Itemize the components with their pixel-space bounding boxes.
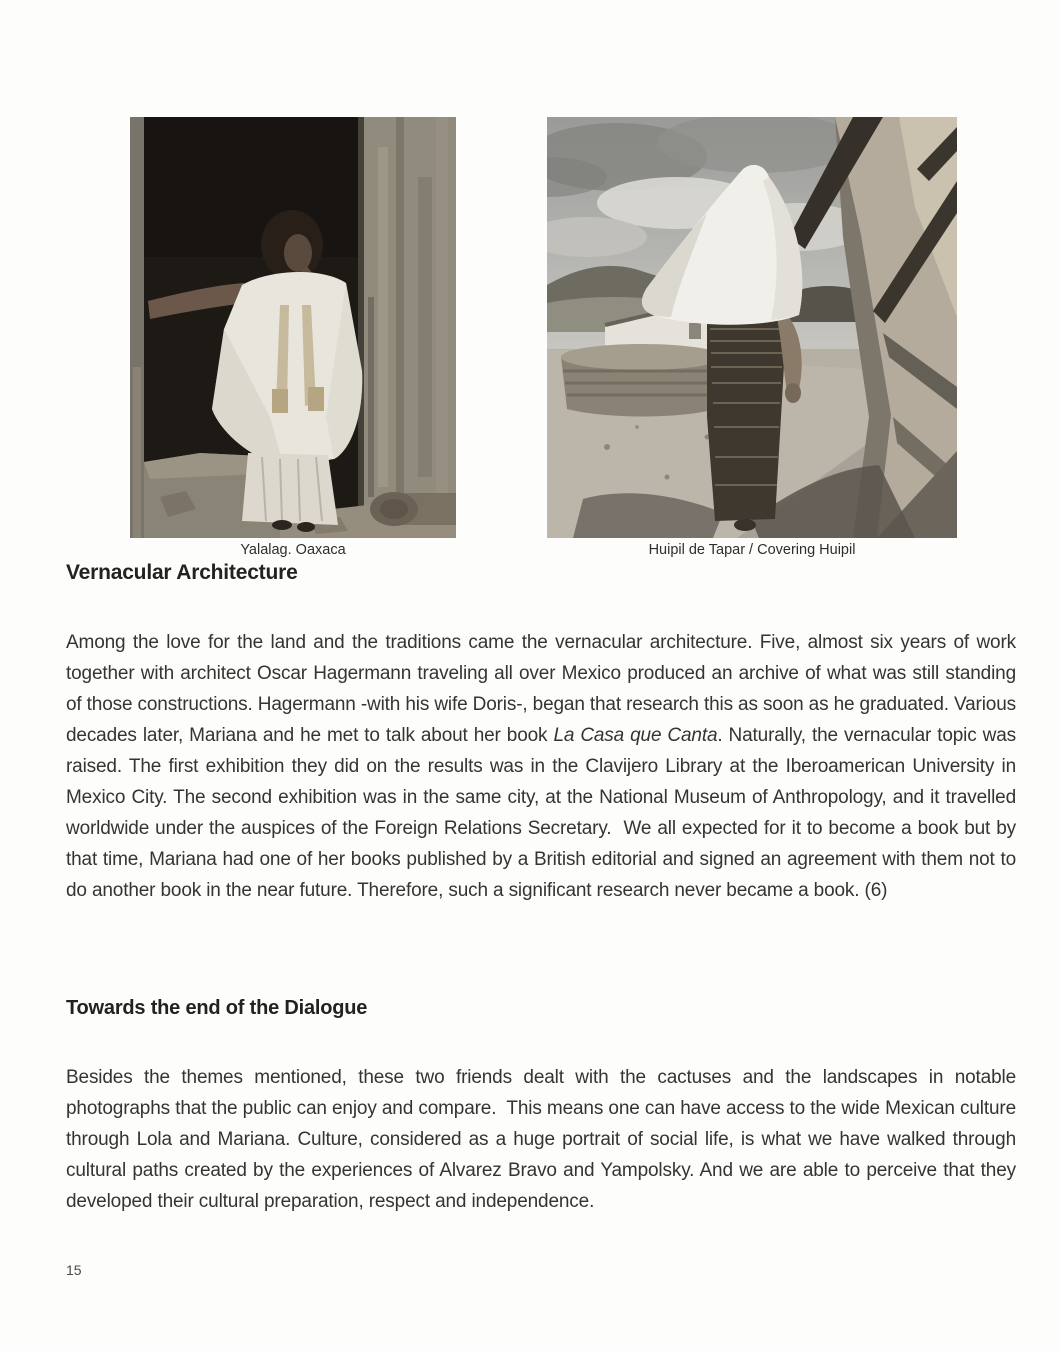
figure-caption-huipil: Huipil de Tapar / Covering Huipil [648,542,856,558]
photo-huipil-de-tapar [547,117,957,538]
figure-caption-yalalag: Yalalag. Oaxaca [240,542,346,558]
section-heading-towards-end-dialogue: Towards the end of the Dialogue [66,997,368,1019]
paragraph-vernacular-architecture: Among the love for the land and the traditions came the vernacular architecture. Five, almost six years of work together with architect Oscar Hagermann traveling all over Mexico produced an archive of what was still standing of those constructions. Hagermann -with his wife Doris-, began that research this as soon as he graduated. Various decades later, Mariana and he met to talk about her book La Casa que Canta. Naturally, the vernacular topic was raised. The first exhibition they did on the results was in the Clavijero Library at the Iberoamerican University in Mexico City. The second exhibition was in the same city, at the National Museum of Anthropology, and it travelled worldwide under the auspices of the Foreign Relations Secretary. We all expected for it to become a book but by that time, Mariana had one of her books published by a British editorial and signed an agreement with them not to do another book in the near future. Therefore, such a significant research never became a book. (6) [66,632,1016,901]
page-number: 15 [66,1262,82,1278]
figure-huipil [547,117,957,558]
huipil-photo-illustration [547,117,957,538]
section-heading-vernacular-architecture: Vernacular Architecture [66,561,298,584]
figure-yalalag [130,117,456,558]
photo-yalalag-oaxaca [130,117,456,538]
paragraph-towards-end-dialogue: Besides the themes mentioned, these two friends dealt with the cactuses and the landscapes in notable photographs that the public can enjoy and compare. This means one can have access to the wide Mexican culture through Lola and Mariana. Culture, considered as a huge portrait of social life, is what we have walked through cultural paths created by the experiences of Alvarez Bravo and Yampolsky. And we are able to perceive that they developed their cultural preparation, respect and independence. [66,1067,1016,1212]
yalalag-photo-illustration [130,117,456,538]
